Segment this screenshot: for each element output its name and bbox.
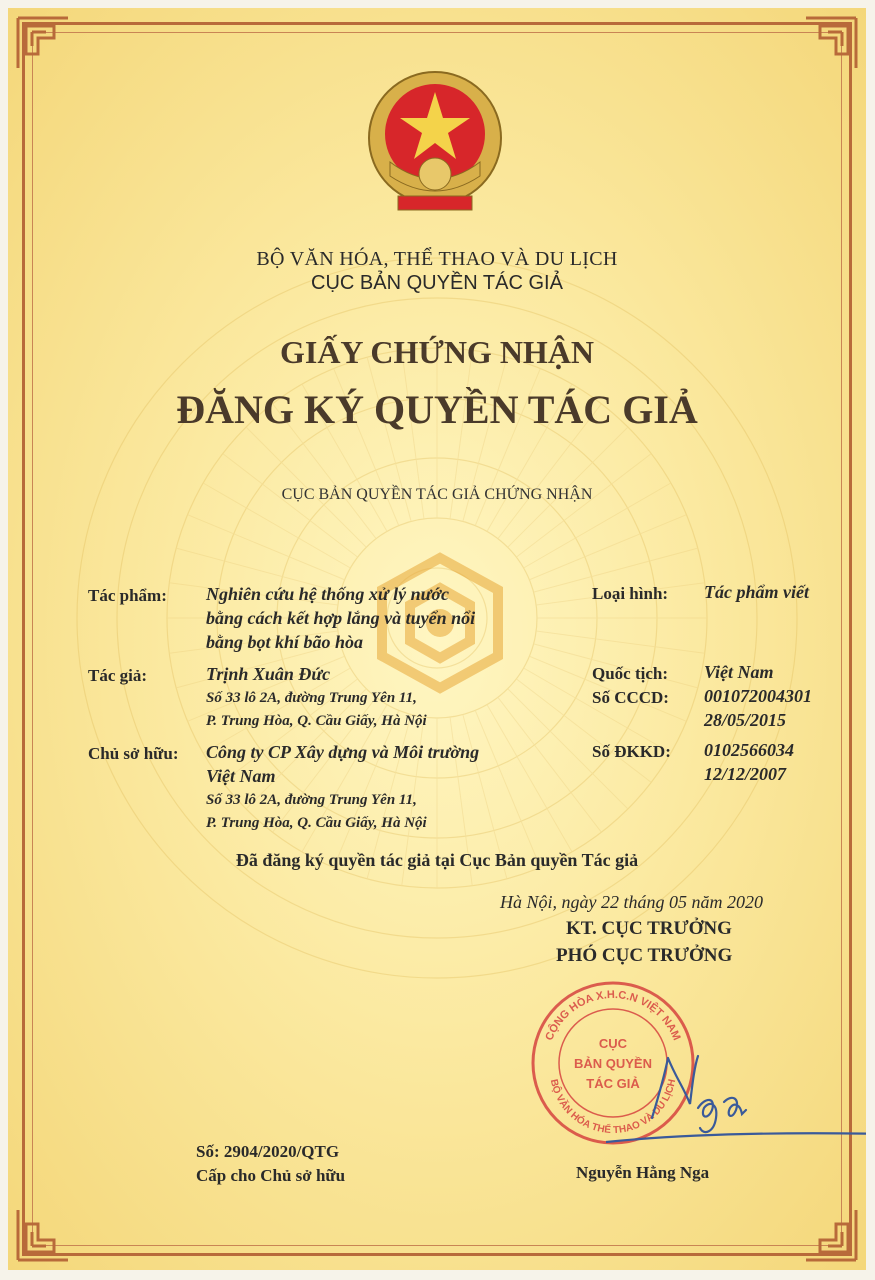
owner-name-line: Công ty CP Xây dựng và Môi trường <box>206 742 480 762</box>
seal-inner-text: TÁC GIẢ <box>586 1076 640 1091</box>
place-date: Hà Nội, ngày 22 tháng 05 năm 2020 <box>500 892 763 912</box>
ministry-name: BỘ VĂN HÓA, THỂ THAO VÀ DU LỊCH <box>256 248 618 270</box>
registered-statement: Đã đăng ký quyền tác giả tại Cục Bản quyền Tác giả <box>235 850 639 870</box>
work-title-line: bằng bọt khí bão hòa <box>206 632 364 652</box>
owner-address-line: Số 33 lô 2A, đường Trung Yên 11, <box>206 792 417 808</box>
author-name: Trịnh Xuân Đức <box>206 664 331 684</box>
seal-inner-text: CỤC <box>598 1036 628 1051</box>
corner-ornament-icon <box>802 1206 860 1264</box>
owner-address-line: P. Trung Hòa, Q. Cầu Giấy, Hà Nội <box>206 815 427 831</box>
corner-ornament-icon <box>14 1206 72 1264</box>
certificate-subtitle: ĐĂNG KÝ QUYỀN TÁC GIẢ <box>176 387 698 432</box>
certificate-number: Số: 2904/2020/QTG <box>196 1142 340 1161</box>
author-label: Tác giả: <box>88 666 148 685</box>
issued-to: Cấp cho Chủ sở hữu <box>196 1166 346 1185</box>
author-address-line: P. Trung Hòa, Q. Cầu Giấy, Hà Nội <box>206 713 427 729</box>
owner-name-line: Việt Nam <box>206 766 276 786</box>
business-reg-label: Số ĐKKD: <box>592 742 671 761</box>
id-card-date: 28/05/2015 <box>704 710 787 730</box>
type-label: Loại hình: <box>592 584 669 603</box>
corner-ornament-icon <box>14 14 72 72</box>
department-name: CỤC BẢN QUYỀN TÁC GIẢ <box>311 272 563 294</box>
id-card-label: Số CCCD: <box>592 688 669 707</box>
certifies-line: CỤC BẢN QUYỀN TÁC GIẢ CHỨNG NHẬN <box>281 486 593 503</box>
seal-inner-text: BẢN QUYỀN <box>573 1056 653 1071</box>
certificate-sheet <box>8 8 866 1270</box>
work-title-line: Nghiên cứu hệ thống xử lý nước <box>206 584 450 604</box>
corner-ornament-icon <box>802 14 860 72</box>
business-reg-number: 0102566034 <box>704 740 794 760</box>
id-card-number: 001072004301 <box>704 686 812 706</box>
svg-text:CỘNG HÒA X.H.C.N VIỆT NAM <box>543 989 682 1042</box>
certificate-title: GIẤY CHỨNG NHẬN <box>279 334 595 370</box>
national-emblem-icon <box>360 66 510 222</box>
seal-bottom-text: BỘ VĂN HÓA THỂ THAO VÀ DU LỊCH <box>547 1078 679 1137</box>
handwritten-signature-icon <box>606 1038 866 1148</box>
signatory-title: PHÓ CỤC TRƯỞNG <box>556 945 733 966</box>
nationality-label: Quốc tịch: <box>592 664 669 683</box>
nationality-value: Việt Nam <box>704 662 774 682</box>
type-value: Tác phẩm viết <box>704 582 809 602</box>
seal-outer-text: CỘNG HÒA X.H.C.N VIỆT NAM <box>543 988 683 1043</box>
owner-label: Chủ sở hữu: <box>88 744 179 763</box>
signatory-rank: KT. CỤC TRƯỞNG <box>566 918 732 939</box>
work-title-line: bằng cách kết hợp lắng và tuyển nổi <box>206 608 476 628</box>
signatory-name: Nguyễn Hằng Nga <box>576 1163 710 1182</box>
author-address-line: Số 33 lô 2A, đường Trung Yên 11, <box>206 690 417 706</box>
work-label: Tác phẩm: <box>88 586 167 605</box>
business-reg-date: 12/12/2007 <box>704 764 787 784</box>
